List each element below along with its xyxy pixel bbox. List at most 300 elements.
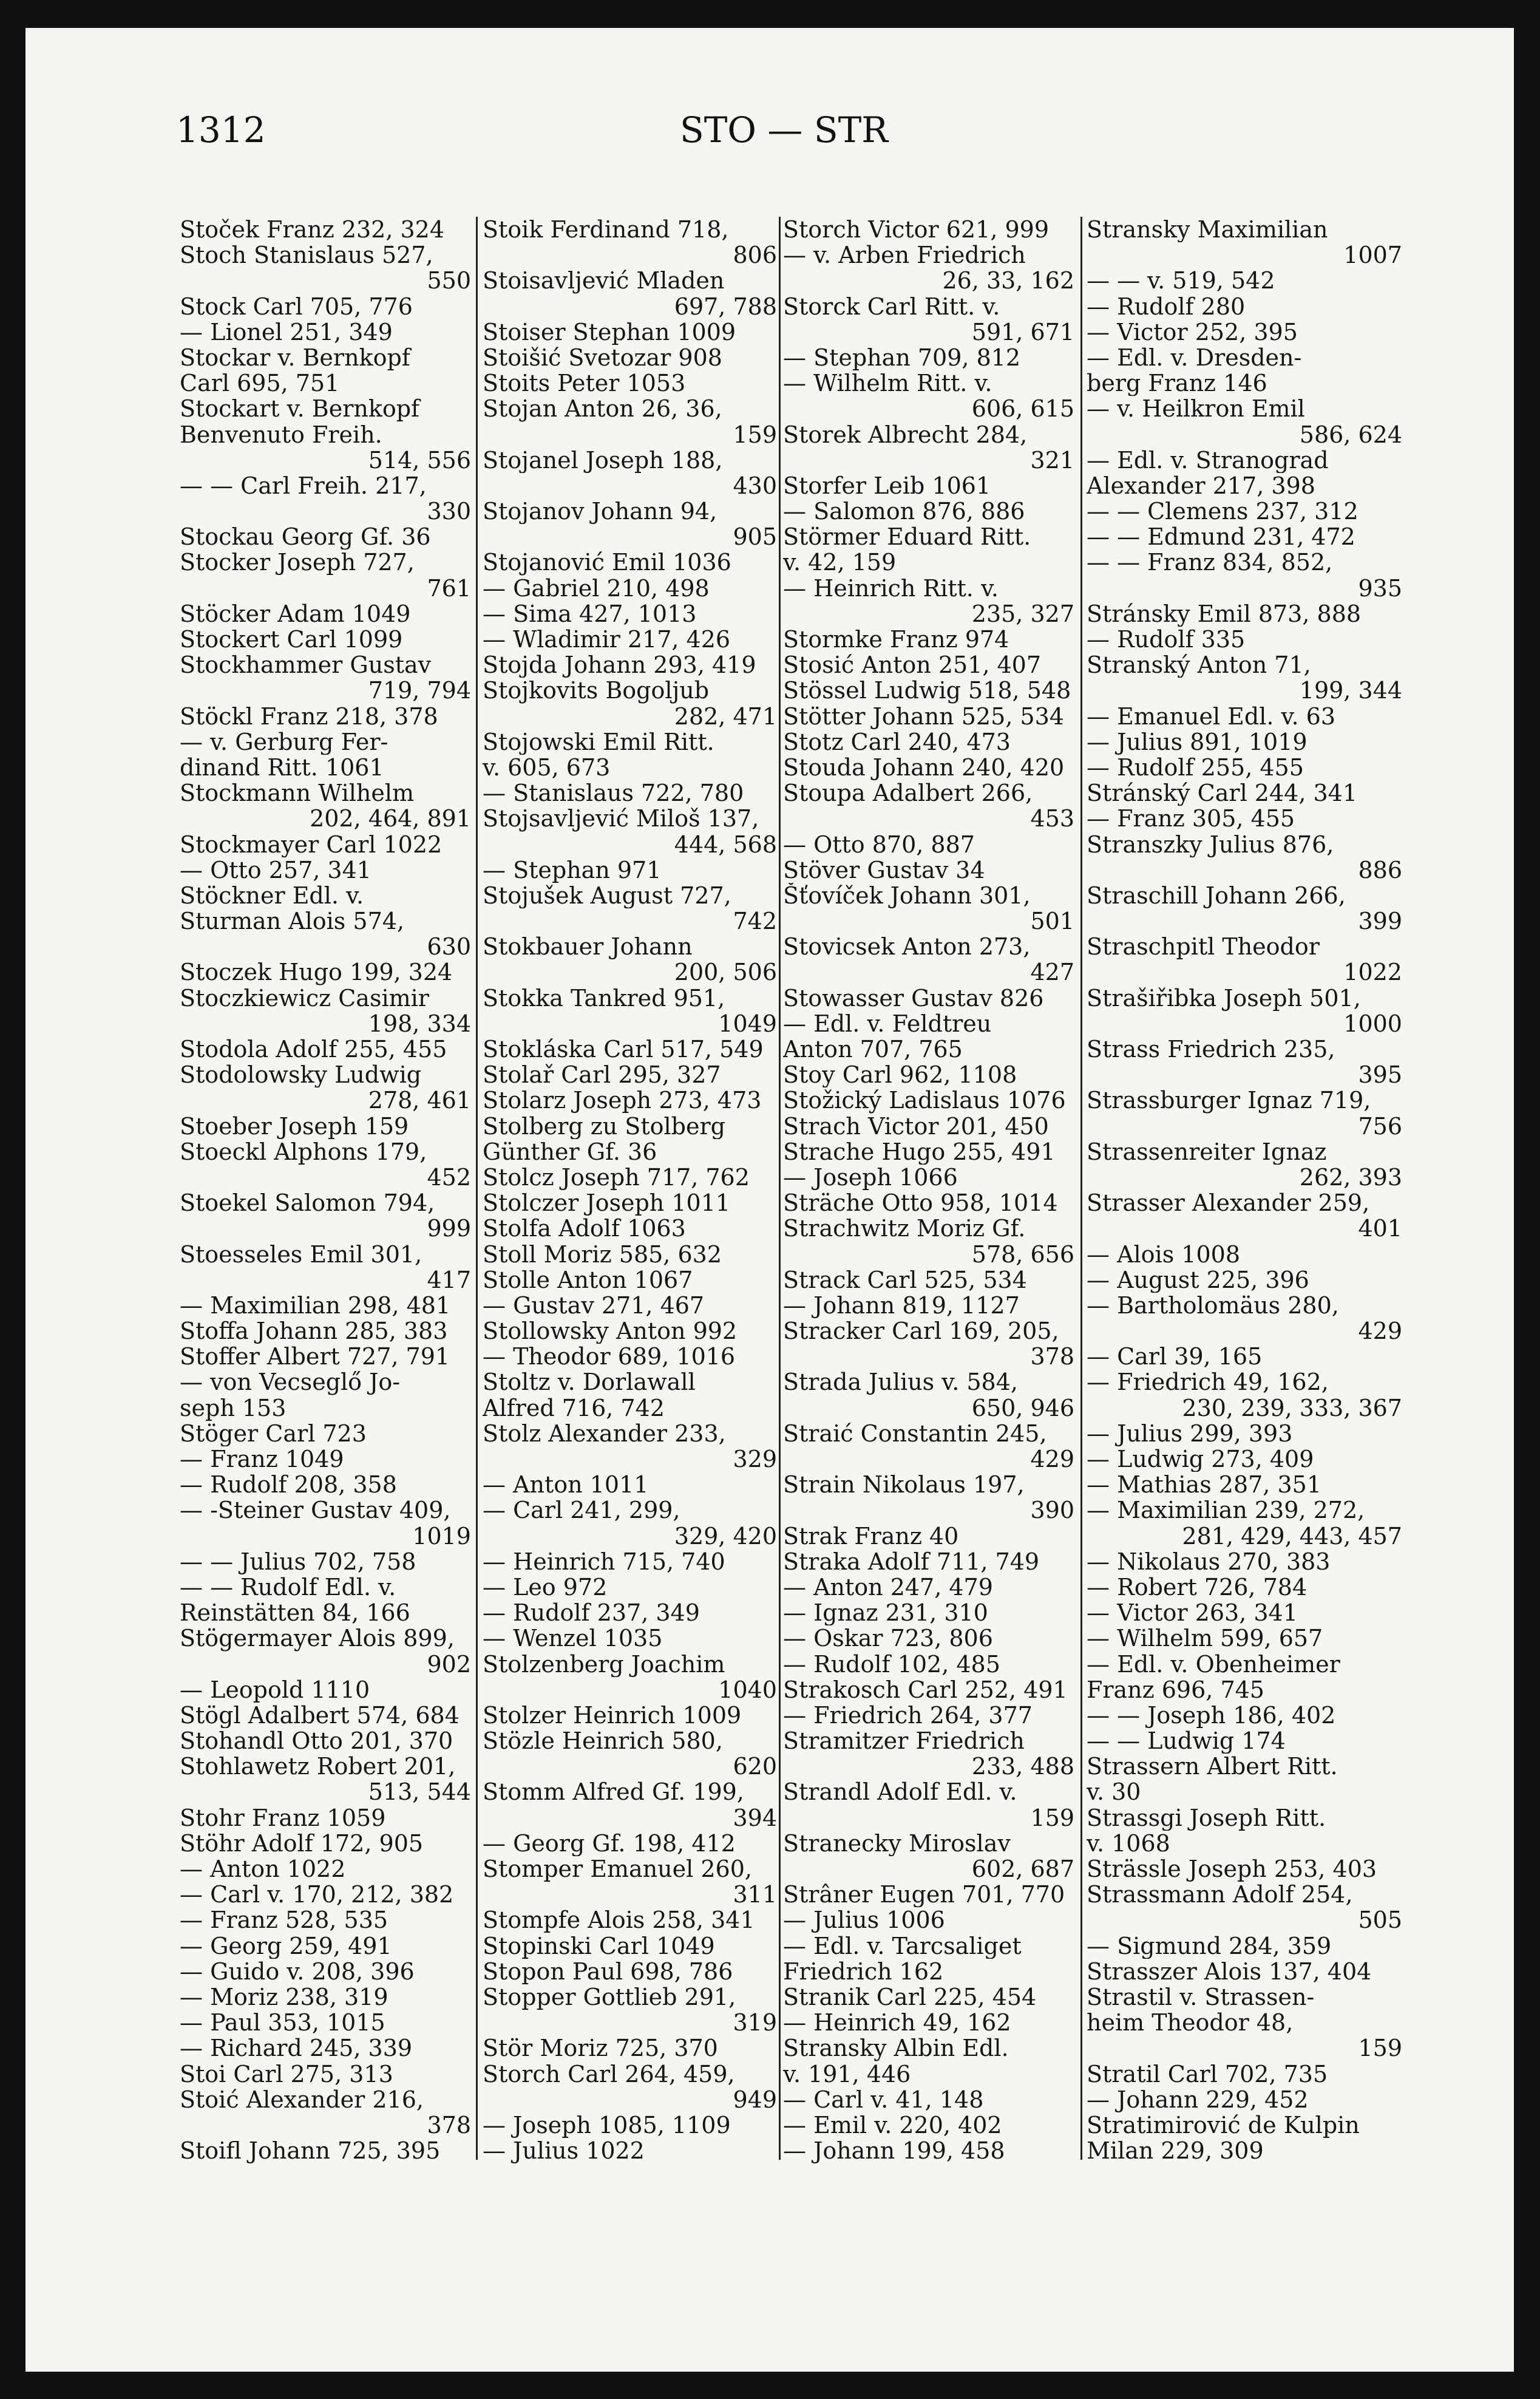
index-column-3	[783, 217, 1074, 2169]
column-divider	[1080, 217, 1082, 2160]
index-entry-line: — Rudolf 280	[1087, 293, 1246, 319]
index-entry-line: Stojanović Emil 1036	[483, 550, 731, 576]
index-entry-line: Stözle Heinrich 580,	[483, 1728, 723, 1754]
index-entry-line: Stolzenberg Joachim	[483, 1651, 725, 1677]
index-entry-line: — Sigmund 284, 359	[1087, 1933, 1332, 1959]
index-entry-line: Stránsky Emil 873, 888	[1087, 601, 1362, 627]
index-entry-line: Stoll Moriz 585, 632	[483, 1241, 722, 1267]
index-entry-line: 902	[427, 1651, 471, 1677]
index-entry-line: Stoltz v. Dorlawall	[483, 1369, 696, 1395]
index-entry-line: Stoeber Joseph 159	[180, 1113, 409, 1139]
index-entry-line: — Johann 819, 1127	[783, 1292, 1020, 1319]
index-entry-line: Stoupa Adalbert 266,	[783, 780, 1033, 806]
index-entry-line: Stöcker Adam 1049	[180, 601, 411, 627]
index-entry-line: 198, 334	[368, 1010, 471, 1036]
index-entry-line: — Carl v. 170, 212, 382	[180, 1882, 454, 1908]
index-entry-line: 319	[733, 2010, 777, 2036]
index-entry-line: 417	[427, 1267, 471, 1293]
index-entry-line: Stopinski Carl 1049	[483, 1933, 715, 1959]
index-entry-line: Stock Carl 705, 776	[180, 293, 413, 319]
index-entry-line: 394	[733, 1805, 777, 1831]
index-entry-line: — — Clemens 237, 312	[1087, 499, 1359, 525]
index-entry-line: — Heinrich Ritt. v.	[783, 575, 999, 601]
index-entry-line: Storek Albrecht 284,	[783, 421, 1028, 447]
index-entry-line: Günther Gf. 36	[483, 1138, 657, 1165]
index-entry-line: — Bartholomäus 280,	[1087, 1292, 1339, 1319]
index-entry-line: Strâner Eugen 701, 770	[783, 1882, 1065, 1908]
index-entry-line: — Wilhelm 599, 657	[1087, 1625, 1323, 1652]
index-entry-line: 395	[1358, 1062, 1402, 1088]
index-entry-line: — v. Heilkron Emil	[1087, 396, 1305, 422]
index-entry-line: Stöhr Adolf 172, 905	[180, 1830, 424, 1856]
index-entry-line: — Ignaz 231, 310	[783, 1600, 988, 1626]
index-entry-line: Strassburger Ignaz 719,	[1087, 1087, 1371, 1114]
index-entry-line: Strassmann Adolf 254,	[1087, 1882, 1353, 1908]
index-entry-line: — Ludwig 273, 409	[1087, 1446, 1314, 1472]
index-entry-line: Franz 696, 745	[1087, 1676, 1264, 1703]
index-entry-line: Stolzer Heinrich 1009	[483, 1702, 742, 1729]
index-entry-line: — Otto 257, 341	[180, 857, 371, 883]
index-entry-line: Alexander 217, 398	[1087, 472, 1315, 499]
index-entry-line: Stojanov Johann 94,	[483, 499, 717, 525]
index-entry-line: 200, 506	[674, 959, 777, 985]
index-entry-line: 235, 327	[971, 601, 1074, 627]
index-entry-line: Strašiřibka Joseph 501,	[1087, 985, 1361, 1011]
index-entry-line: 742	[733, 908, 777, 934]
index-entry-line: seph 153	[180, 1395, 287, 1421]
index-entry-line: Sturman Alois 574,	[180, 908, 404, 934]
index-entry-line: Sträche Otto 958, 1014	[783, 1190, 1058, 1216]
index-entry-line: Stoi Carl 275, 313	[180, 2061, 393, 2087]
index-entry-line: Stör Moriz 725, 370	[483, 2035, 718, 2061]
index-entry-line: — Theodor 689, 1016	[483, 1344, 736, 1370]
index-entry-line: Stotz Carl 240, 473	[783, 729, 1011, 755]
index-entry-line: 620	[733, 1754, 777, 1780]
index-entry-line: Stöver Gustav 34	[783, 857, 985, 883]
index-entry-line: Šťovíček Johann 301,	[783, 882, 1031, 909]
index-entry-line: — Julius 1006	[783, 1907, 945, 1933]
index-entry-line: Stowasser Gustav 826	[783, 985, 1044, 1011]
index-entry-line: Stranecky Miroslav	[783, 1830, 1011, 1856]
index-entry-line: — Victor 263, 341	[1087, 1600, 1298, 1626]
index-entry-line: — Johann 199, 458	[783, 2138, 1005, 2164]
index-entry-line: 905	[733, 524, 777, 550]
index-entry-line: — Julius 299, 393	[1087, 1420, 1293, 1446]
index-entry-line: Stöger Carl 723	[180, 1420, 367, 1446]
index-entry-line: Stránský Carl 244, 341	[1087, 780, 1358, 806]
column-divider	[779, 217, 781, 2160]
index-entry-line: 429	[1358, 1318, 1402, 1344]
index-entry-line: 329, 420	[674, 1523, 777, 1549]
index-entry-line: 390	[1030, 1497, 1074, 1523]
index-entry-line: — Joseph 1066	[783, 1164, 958, 1191]
index-entry-line: 429	[1030, 1446, 1074, 1472]
index-entry-line: — Franz 1049	[180, 1446, 344, 1472]
index-entry-line: Störmer Eduard Ritt.	[783, 524, 1031, 550]
index-entry-line: — — Edmund 231, 472	[1087, 524, 1355, 550]
index-entry-line: Strässle Joseph 253, 403	[1087, 1856, 1377, 1882]
index-entry-line: Strass Friedrich 235,	[1087, 1036, 1335, 1063]
index-entry-line: Anton 707, 765	[783, 1036, 963, 1063]
index-entry-line: 606, 615	[971, 396, 1074, 422]
index-entry-line: 281, 429, 443, 457	[1182, 1523, 1402, 1549]
index-entry-line: Stögl Adalbert 574, 684	[180, 1702, 460, 1729]
index-entry-line: Stolarz Joseph 273, 473	[483, 1087, 762, 1114]
index-entry-line: Milan 229, 309	[1087, 2138, 1264, 2164]
index-entry-line: Strack Carl 525, 534	[783, 1267, 1027, 1293]
index-entry-line: 262, 393	[1299, 1164, 1402, 1191]
index-entry-line: Stojkovits Bogoljub	[483, 678, 710, 704]
index-entry-line: Stolz Alexander 233,	[483, 1420, 726, 1446]
index-entry-line: Stoišić Svetozar 908	[483, 344, 722, 371]
index-entry-line: Stoczek Hugo 199, 324	[180, 959, 453, 985]
index-entry-line: v. 1068	[1087, 1830, 1170, 1856]
index-entry-line: 949	[733, 2086, 777, 2112]
index-entry-line: Stoczkiewicz Casimir	[180, 985, 429, 1011]
index-entry-line: Strak Franz 40	[783, 1523, 959, 1549]
index-entry-line: 233, 488	[971, 1754, 1074, 1780]
index-entry-line: berg Franz 146	[1087, 370, 1267, 396]
index-entry-line: Stopon Paul 698, 786	[483, 1958, 733, 1984]
index-entry-line: — Carl 241, 299,	[483, 1497, 680, 1523]
index-entry-line: v. 605, 673	[483, 754, 611, 781]
index-entry-line: Stojsavljević Miloš 137,	[483, 806, 759, 832]
index-entry-line: — Wenzel 1035	[483, 1625, 663, 1652]
index-entry-line: — — Franz 834, 852,	[1087, 550, 1333, 576]
index-entry-line: 1040	[718, 1676, 777, 1703]
index-entry-line: Stosić Anton 251, 407	[783, 652, 1042, 678]
index-entry-line: 501	[1030, 908, 1074, 934]
index-entry-line: — Nikolaus 270, 383	[1087, 1548, 1331, 1574]
index-entry-line: Stomm Alfred Gf. 199,	[483, 1779, 744, 1805]
column-divider	[476, 217, 478, 2160]
index-entry-line: — Moriz 238, 319	[180, 1984, 388, 2010]
index-entry-line: Stožický Ladislaus 1076	[783, 1087, 1066, 1114]
index-entry-line: — — Carl Freih. 217,	[180, 472, 427, 499]
index-entry-line: Stomper Emanuel 260,	[483, 1856, 752, 1882]
index-entry-line: Stockmayer Carl 1022	[180, 831, 443, 857]
index-entry-line: 399	[1358, 908, 1402, 934]
index-entry-line: — Stanislaus 722, 780	[483, 780, 744, 806]
index-entry-line: Stokka Tankred 951,	[483, 985, 725, 1011]
index-entry-line: — Franz 528, 535	[180, 1907, 388, 1933]
index-entry-line: 697, 788	[674, 293, 777, 319]
index-entry-line: 378	[1030, 1344, 1074, 1370]
index-entry-line: — Friedrich 49, 162,	[1087, 1369, 1329, 1395]
index-entry-line: Stolberg zu Stolberg	[483, 1113, 725, 1139]
index-entry-line: Stransky Maximilian	[1087, 217, 1328, 243]
index-entry-line: — Johann 229, 452	[1087, 2086, 1309, 2112]
index-entry-line: Stranszky Julius 876,	[1087, 831, 1334, 857]
index-entry-line: Stockar v. Bernkopf	[180, 344, 410, 371]
index-entry-line: Stokbauer Johann	[483, 934, 693, 960]
index-entry-line: 513, 544	[368, 1779, 471, 1805]
index-entry-line: Stockmann Wilhelm	[180, 780, 415, 806]
index-entry-line: — Anton 1011	[483, 1472, 649, 1498]
index-entry-line: 999	[427, 1216, 471, 1242]
index-entry-line: 26, 33, 162	[942, 268, 1074, 294]
index-entry-line: 401	[1358, 1216, 1402, 1242]
index-entry-line: — — v. 519, 542	[1087, 268, 1275, 294]
index-entry-line: — Edl. v. Stranograd	[1087, 447, 1329, 473]
index-entry-line: 159	[1358, 2035, 1402, 2061]
index-entry-line: 935	[1358, 575, 1402, 601]
index-entry-line: — — Ludwig 174	[1087, 1728, 1286, 1754]
index-entry-line: 430	[733, 472, 777, 499]
index-entry-line: — Rudolf 335	[1087, 627, 1246, 653]
index-entry-line: Strach Victor 201, 450	[783, 1113, 1049, 1139]
index-entry-line: Strassenreiter Ignaz	[1087, 1138, 1327, 1165]
index-entry-line: Stögermayer Alois 899,	[180, 1625, 455, 1652]
index-entry-line: Stössel Ludwig 518, 548	[783, 678, 1071, 704]
index-entry-line: — Richard 245, 339	[180, 2035, 413, 2061]
index-entry-line: Stocker Joseph 727,	[180, 550, 415, 576]
index-entry-line: Stoffer Albert 727, 791	[180, 1344, 450, 1370]
index-entry-line: 202, 464, 891	[310, 806, 471, 832]
index-entry-line: 586, 624	[1299, 421, 1402, 447]
index-entry-line: Stockert Carl 1099	[180, 627, 403, 653]
index-entry-line: Stolfa Adolf 1063	[483, 1216, 686, 1242]
index-entry-line: Stoisavljević Mladen	[483, 268, 725, 294]
index-entry-line: v. 42, 159	[783, 550, 897, 576]
index-entry-line: 514, 556	[368, 447, 471, 473]
index-column-4	[1087, 217, 1402, 2169]
index-entry-line: — Robert 726, 784	[1087, 1574, 1308, 1601]
index-entry-line: Straić Constantin 245,	[783, 1420, 1047, 1446]
index-entry-line: Stranský Anton 71,	[1087, 652, 1311, 678]
index-entry-line: — Otto 870, 887	[783, 831, 975, 857]
index-entry-line: Stovicsek Anton 273,	[783, 934, 1031, 960]
index-entry-line: — Rudolf 102, 485	[783, 1651, 1000, 1677]
index-entry-line: Stollowsky Anton 992	[483, 1318, 738, 1344]
index-entry-line: Stokláska Carl 517, 549	[483, 1036, 764, 1063]
index-entry-line: — Rudolf 255, 455	[1087, 754, 1304, 781]
index-entry-line: Strasser Alexander 259,	[1087, 1190, 1370, 1216]
index-entry-line: 591, 671	[971, 319, 1074, 345]
index-entry-line: Strassern Albert Ritt.	[1087, 1754, 1338, 1780]
index-entry-line: Stolle Anton 1067	[483, 1267, 693, 1293]
index-entry-line: — Alois 1008	[1087, 1241, 1240, 1267]
index-entry-line: — Leopold 1110	[180, 1676, 370, 1703]
index-entry-line: 602, 687	[971, 1856, 1074, 1882]
index-entry-line: 719, 794	[368, 678, 471, 704]
index-entry-line: — Emil v. 220, 402	[783, 2112, 1002, 2139]
index-entry-line: — Gustav 271, 467	[483, 1292, 705, 1319]
index-entry-line: Stoffa Johann 285, 383	[180, 1318, 448, 1344]
index-entry-line: 427	[1030, 959, 1074, 985]
index-entry-line: Storfer Leib 1061	[783, 472, 991, 499]
index-entry-line: Stöckl Franz 218, 378	[180, 703, 438, 729]
index-entry-line: — Franz 305, 455	[1087, 806, 1295, 832]
index-entry-line: Stoić Alexander 216,	[180, 2086, 424, 2112]
index-entry-line: 330	[427, 499, 471, 525]
index-entry-line: — Stephan 971	[483, 857, 662, 883]
index-entry-line: Stojan Anton 26, 36,	[483, 396, 722, 422]
index-entry-line: Stolcz Joseph 717, 762	[483, 1164, 750, 1191]
index-entry-line: Stoiser Stephan 1009	[483, 319, 736, 345]
index-entry-line: — Carl v. 41, 148	[783, 2086, 984, 2112]
index-entry-line: — — Julius 702, 758	[180, 1548, 416, 1574]
index-entry-line: Storch Carl 264, 459,	[483, 2061, 735, 2087]
index-entry-line: Stormke Franz 974	[783, 627, 1009, 653]
index-entry-line: Stoy Carl 962, 1108	[783, 1062, 1017, 1088]
index-entry-line: — Mathias 287, 351	[1087, 1472, 1321, 1498]
index-entry-line: — Rudolf 208, 358	[180, 1472, 397, 1498]
index-entry-line: 756	[1358, 1113, 1402, 1139]
index-entry-line: Stockhammer Gustav	[180, 652, 432, 678]
index-entry-line: — von Vecseglő Jo-	[180, 1369, 401, 1395]
index-entry-line: 1022	[1343, 959, 1402, 985]
index-entry-line: 761	[427, 575, 471, 601]
index-entry-line: Stolař Carl 295, 327	[483, 1062, 721, 1088]
index-entry-line: Stratimirović de Kulpin	[1087, 2112, 1360, 2139]
index-entry-line: 452	[427, 1164, 471, 1191]
index-entry-line: Stoekel Salomon 794,	[180, 1190, 435, 1216]
index-entry-line: Straka Adolf 711, 749	[783, 1548, 1040, 1574]
index-entry-line: 278, 461	[368, 1087, 471, 1114]
index-entry-line: Alfred 716, 742	[483, 1395, 665, 1421]
index-entry-line: Stoček Franz 232, 324	[180, 217, 445, 243]
index-entry-line: Storck Carl Ritt. v.	[783, 293, 1000, 319]
index-entry-line: Friedrich 162	[783, 1958, 944, 1984]
page-title: STO — STR	[680, 109, 888, 151]
index-column-2	[483, 217, 777, 2169]
index-entry-line: Stodolowsky Ludwig	[180, 1062, 422, 1088]
index-entry-line: Stoeckl Alphons 179,	[180, 1138, 427, 1165]
index-entry-line: 282, 471	[674, 703, 777, 729]
index-entry-line: 886	[1358, 857, 1402, 883]
index-entry-line: — Edl. v. Tarcsaliget	[783, 1933, 1022, 1959]
index-entry-line: dinand Ritt. 1061	[180, 754, 384, 781]
index-entry-line: 159	[1030, 1805, 1074, 1831]
index-entry-line: Stohlawetz Robert 201,	[180, 1754, 456, 1780]
index-entry-line: Stodola Adolf 255, 455	[180, 1036, 447, 1063]
index-entry-line: Strastil v. Strassen-	[1087, 1984, 1315, 2010]
index-entry-line: — Joseph 1085, 1109	[483, 2112, 731, 2139]
index-entry-line: — Carl 39, 165	[1087, 1344, 1263, 1370]
index-entry-line: Stötter Johann 525, 534	[783, 703, 1064, 729]
index-entry-line: — Salomon 876, 886	[783, 499, 1025, 525]
index-entry-line: — Victor 252, 395	[1087, 319, 1298, 345]
index-entry-line: Stockau Georg Gf. 36	[180, 524, 431, 550]
index-entry-line: 311	[733, 1882, 777, 1908]
index-entry-line: — Oskar 723, 806	[783, 1625, 993, 1652]
index-column-1	[180, 217, 471, 2169]
index-entry-line: — Julius 891, 1019	[1087, 729, 1308, 755]
index-entry-line: — -Steiner Gustav 409,	[180, 1497, 451, 1523]
index-entry-line: — Edl. v. Dresden-	[1087, 344, 1302, 371]
index-entry-line: Stohr Franz 1059	[180, 1805, 386, 1831]
index-entry-line: 1019	[412, 1523, 471, 1549]
index-entry-line: — Leo 972	[483, 1574, 608, 1601]
page-number: 1312	[176, 109, 266, 151]
index-entry-line: Benvenuto Freih.	[180, 421, 382, 447]
index-entry-line: Strakosch Carl 252, 491	[783, 1676, 1068, 1703]
index-entry-line: — August 225, 396	[1087, 1267, 1309, 1293]
index-entry-line: 578, 656	[971, 1241, 1074, 1267]
index-entry-line: 806	[733, 242, 777, 268]
index-entry-line: — Maximilian 298, 481	[180, 1292, 451, 1319]
index-entry-line: — Georg Gf. 198, 412	[483, 1830, 736, 1856]
index-entry-line: Reinstätten 84, 166	[180, 1600, 410, 1626]
index-entry-line: Strasszer Alois 137, 404	[1087, 1958, 1372, 1984]
index-entry-line: 159	[733, 421, 777, 447]
index-entry-line: Strada Julius v. 584,	[783, 1369, 1018, 1395]
index-entry-line: 650, 946	[971, 1395, 1074, 1421]
index-entry-line: — Guido v. 208, 396	[180, 1958, 415, 1984]
index-entry-line: — Stephan 709, 812	[783, 344, 1021, 371]
index-entry-line: — Maximilian 239, 272,	[1087, 1497, 1365, 1523]
index-entry-line: 444, 568	[674, 831, 777, 857]
index-entry-line: Stoch Stanislaus 527,	[180, 242, 433, 268]
index-entry-line: — Friedrich 264, 377	[783, 1702, 1033, 1729]
index-entry-line: 1007	[1343, 242, 1402, 268]
index-entry-line: Strache Hugo 255, 491	[783, 1138, 1056, 1165]
index-entry-line: Stouda Johann 240, 420	[783, 754, 1065, 781]
index-entry-line: Stojowski Emil Ritt.	[483, 729, 714, 755]
index-entry-line: Stojda Johann 293, 419	[483, 652, 756, 678]
index-entry-line: Strandl Adolf Edl. v.	[783, 1779, 1017, 1805]
index-entry-line: Stramitzer Friedrich	[783, 1728, 1025, 1754]
index-entry-line: — Anton 1022	[180, 1856, 346, 1882]
index-entry-line: Stranik Carl 225, 454	[783, 1984, 1037, 2010]
index-entry-line: Carl 695, 751	[180, 370, 340, 396]
index-entry-line: Straschill Johann 266,	[1087, 882, 1346, 909]
index-entry-line: Strachwitz Moriz Gf.	[783, 1216, 1026, 1242]
index-entry-line: — — Joseph 186, 402	[1087, 1702, 1336, 1729]
index-entry-line: — Anton 247, 479	[783, 1574, 993, 1601]
index-entry-line: — Gabriel 210, 498	[483, 575, 710, 601]
index-entry-line: Strain Nikolaus 197,	[783, 1472, 1025, 1498]
index-entry-line: Strassgi Joseph Ritt.	[1087, 1805, 1326, 1831]
index-entry-line: 1049	[718, 1010, 777, 1036]
index-entry-line: Stoesseles Emil 301,	[180, 1241, 422, 1267]
index-entry-line: Straschpitl Theodor	[1087, 934, 1320, 960]
index-entry-line: — Paul 353, 1015	[180, 2010, 385, 2036]
index-entry-line: 329	[733, 1446, 777, 1472]
index-entry-line: — Wilhelm Ritt. v.	[783, 370, 992, 396]
index-entry-line: — Rudolf 237, 349	[483, 1600, 700, 1626]
index-entry-line: Stransky Albin Edl.	[783, 2035, 1009, 2061]
index-entry-line: Stöckner Edl. v.	[180, 882, 364, 909]
index-entry-line: Stojušek August 727,	[483, 882, 731, 909]
index-entry-line: Stolczer Joseph 1011	[483, 1190, 731, 1216]
index-entry-line: — Edl. v. Feldtreu	[783, 1010, 992, 1036]
index-entry-line: 199, 344	[1299, 678, 1402, 704]
index-entry-line: 321	[1030, 447, 1074, 473]
index-entry-line: 550	[427, 268, 471, 294]
index-entry-line: Stompfe Alois 258, 341	[483, 1907, 755, 1933]
index-entry-line: Stoifl Johann 725, 395	[180, 2138, 441, 2164]
index-entry-line: — v. Gerburg Fer-	[180, 729, 388, 755]
index-entry-line: Stratil Carl 702, 735	[1087, 2061, 1328, 2087]
index-entry-line: — v. Arben Friedrich	[783, 242, 1026, 268]
index-entry-line: Stoits Peter 1053	[483, 370, 686, 396]
index-entry-line: — Georg 259, 491	[180, 1933, 392, 1959]
index-entry-line: 453	[1030, 806, 1074, 832]
index-entry-line: — Heinrich 715, 740	[483, 1548, 725, 1574]
index-entry-line: — Wladimir 217, 426	[483, 627, 731, 653]
index-entry-line: 378	[427, 2112, 471, 2139]
index-entry-line: v. 191, 446	[783, 2061, 911, 2087]
index-entry-line: 1000	[1343, 1010, 1402, 1036]
index-entry-line: heim Theodor 48,	[1087, 2010, 1294, 2036]
index-entry-line: Storch Victor 621, 999	[783, 217, 1050, 243]
index-entry-line: — Emanuel Edl. v. 63	[1087, 703, 1336, 729]
index-entry-line: — Heinrich 49, 162	[783, 2010, 1011, 2036]
index-entry-line: Stohandl Otto 201, 370	[180, 1728, 453, 1754]
index-entry-line: — Julius 1022	[483, 2138, 645, 2164]
